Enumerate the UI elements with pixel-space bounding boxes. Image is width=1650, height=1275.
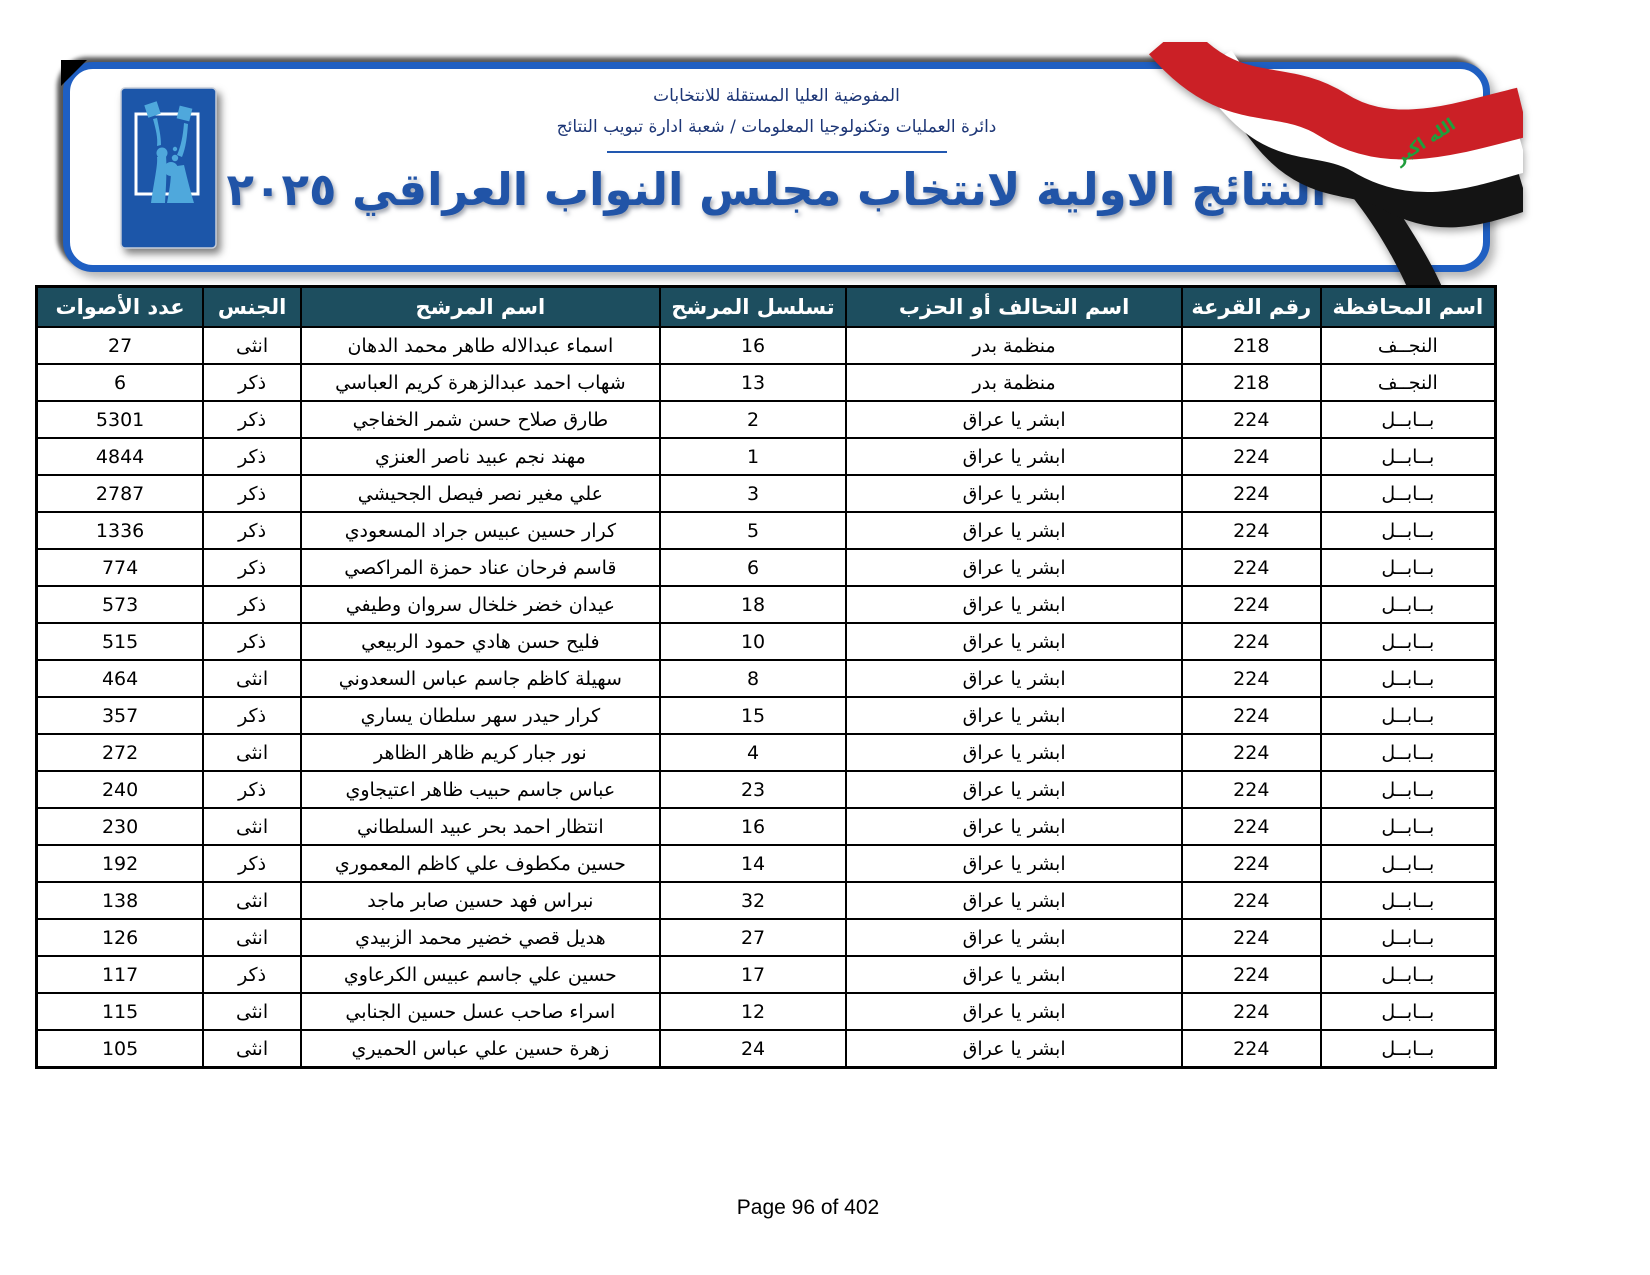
table-cell: 573	[37, 586, 204, 623]
table-cell: هديل قصي خضير محمد الزبيدي	[301, 919, 660, 956]
table-header-row	[37, 287, 1496, 328]
table-cell: ابشر يا عراق	[846, 475, 1182, 512]
table-cell: 18	[660, 586, 847, 623]
table-body	[37, 327, 1496, 1068]
table-row	[37, 586, 1496, 623]
table-cell: علي مغير نصر فيصل الجحيشي	[301, 475, 660, 512]
table-cell: 230	[37, 808, 204, 845]
table-cell: حسين علي جاسم عبيس الكرعاوي	[301, 956, 660, 993]
table-cell: بــابــل	[1321, 808, 1496, 845]
table-cell: بــابــل	[1321, 549, 1496, 586]
table-cell: 224	[1182, 771, 1321, 808]
table-cell: ابشر يا عراق	[846, 660, 1182, 697]
table-cell: 272	[37, 734, 204, 771]
table-cell: 224	[1182, 660, 1321, 697]
table-cell: 224	[1182, 956, 1321, 993]
table-cell: 13	[660, 364, 847, 401]
table-cell: 6	[37, 364, 204, 401]
column-header-4: اسم المرشح	[301, 287, 660, 328]
table-cell: فليح حسن هادي حمود الربيعي	[301, 623, 660, 660]
table-cell: 224	[1182, 882, 1321, 919]
table-cell: بــابــل	[1321, 734, 1496, 771]
table-row	[37, 697, 1496, 734]
table-cell: 224	[1182, 808, 1321, 845]
table-cell: ذكر	[203, 512, 301, 549]
table-cell: بــابــل	[1321, 845, 1496, 882]
table-cell: 12	[660, 993, 847, 1030]
column-header-3: تسلسل المرشح	[660, 287, 847, 328]
table-cell: 224	[1182, 1030, 1321, 1068]
table-cell: ذكر	[203, 845, 301, 882]
table-row	[37, 438, 1496, 475]
table-cell: 14	[660, 845, 847, 882]
table-cell: 224	[1182, 734, 1321, 771]
table-cell: عباس جاسم حبيب ظاهر اعتيجاوي	[301, 771, 660, 808]
table-cell: 16	[660, 808, 847, 845]
table-cell: ابشر يا عراق	[846, 919, 1182, 956]
table-cell: 27	[37, 327, 204, 364]
table-header	[37, 287, 1496, 328]
table-cell: ابشر يا عراق	[846, 845, 1182, 882]
table-cell: 224	[1182, 475, 1321, 512]
table-cell: منظمة بدر	[846, 364, 1182, 401]
table-cell: 224	[1182, 623, 1321, 660]
table-cell: منظمة بدر	[846, 327, 1182, 364]
table-cell: بــابــل	[1321, 697, 1496, 734]
table-row	[37, 364, 1496, 401]
table-cell: 117	[37, 956, 204, 993]
table-cell: 192	[37, 845, 204, 882]
table-cell: النجــف	[1321, 364, 1496, 401]
table-row	[37, 549, 1496, 586]
table-cell: بــابــل	[1321, 623, 1496, 660]
table-cell: بــابــل	[1321, 919, 1496, 956]
table-cell: 240	[37, 771, 204, 808]
table-cell: بــابــل	[1321, 438, 1496, 475]
table-row	[37, 660, 1496, 697]
table-cell: ابشر يا عراق	[846, 771, 1182, 808]
iraq-flag-icon	[1128, 42, 1523, 298]
table-cell: ابشر يا عراق	[846, 512, 1182, 549]
column-header-5: الجنس	[203, 287, 301, 328]
table-cell: 218	[1182, 364, 1321, 401]
table-cell: كرار حسين عبيس جراد المسعودي	[301, 512, 660, 549]
table-cell: 224	[1182, 586, 1321, 623]
table-row	[37, 919, 1496, 956]
table-row	[37, 956, 1496, 993]
table-cell: 115	[37, 993, 204, 1030]
table-cell: 1	[660, 438, 847, 475]
commission-name: المفوضية العليا المستقلة للانتخابات	[653, 86, 900, 106]
table-cell: شهاب احمد عبدالزهرة كريم العباسي	[301, 364, 660, 401]
table-cell: بــابــل	[1321, 401, 1496, 438]
table-cell: بــابــل	[1321, 475, 1496, 512]
table-cell: انتظار احمد بحر عبيد السلطاني	[301, 808, 660, 845]
table-cell: مهند نجم عبيد ناصر العنزي	[301, 438, 660, 475]
table-cell: 2	[660, 401, 847, 438]
table-cell: 24	[660, 1030, 847, 1068]
table-cell: 224	[1182, 919, 1321, 956]
table-cell: ابشر يا عراق	[846, 549, 1182, 586]
department-name: دائرة العمليات وتكنولوجيا المعلومات / شعبة ادارة تبويب النتائج	[556, 117, 997, 138]
table-cell: انثى	[203, 1030, 301, 1068]
table-cell: نور جبار كريم ظاهر الظاهر	[301, 734, 660, 771]
table-cell: 23	[660, 771, 847, 808]
table-cell: 2787	[37, 475, 204, 512]
table-cell: ذكر	[203, 956, 301, 993]
column-header-2: اسم التحالف أو الحزب	[846, 287, 1182, 328]
table-cell: 16	[660, 327, 847, 364]
table-cell: 515	[37, 623, 204, 660]
table-cell: بــابــل	[1321, 660, 1496, 697]
table-cell: ذكر	[203, 697, 301, 734]
table-cell: نبراس فهد حسين صابر ماجد	[301, 882, 660, 919]
table-row	[37, 475, 1496, 512]
table-cell: انثى	[203, 993, 301, 1030]
table-cell: 105	[37, 1030, 204, 1068]
table-cell: ابشر يا عراق	[846, 623, 1182, 660]
table-cell: 8	[660, 660, 847, 697]
page-number: Page 96 of 402	[736, 1196, 880, 1219]
table-cell: 224	[1182, 993, 1321, 1030]
table-cell: 774	[37, 549, 204, 586]
table-cell: طارق صلاح حسن شمر الخفاجي	[301, 401, 660, 438]
table-cell: 27	[660, 919, 847, 956]
table-cell: 4	[660, 734, 847, 771]
table-cell: زهرة حسين علي عباس الحميري	[301, 1030, 660, 1068]
table-cell: ابشر يا عراق	[846, 438, 1182, 475]
flag-emblem-text: الله اكبر	[1391, 114, 1460, 169]
table-cell: ابشر يا عراق	[846, 956, 1182, 993]
table-cell: قاسم فرحان عناد حمزة المراكصي	[301, 549, 660, 586]
table-row	[37, 845, 1496, 882]
table-cell: بــابــل	[1321, 1030, 1496, 1068]
table-cell: كرار حيدر سهر سلطان يساري	[301, 697, 660, 734]
table-cell: سهيلة كاظم جاسم عباس السعدوني	[301, 660, 660, 697]
table-cell: اسراء صاحب عسل حسين الجنابي	[301, 993, 660, 1030]
table-cell: ذكر	[203, 549, 301, 586]
table-cell: 224	[1182, 438, 1321, 475]
table-cell: ابشر يا عراق	[846, 586, 1182, 623]
table-cell: ابشر يا عراق	[846, 993, 1182, 1030]
table-cell: حسين مكطوف علي كاظم المعموري	[301, 845, 660, 882]
table-cell: النجــف	[1321, 327, 1496, 364]
table-cell: ابشر يا عراق	[846, 734, 1182, 771]
table-cell: ذكر	[203, 364, 301, 401]
table-cell: انثى	[203, 327, 301, 364]
table-cell: بــابــل	[1321, 586, 1496, 623]
column-header-0: اسم المحافظة	[1321, 287, 1496, 328]
table-cell: انثى	[203, 882, 301, 919]
table-row	[37, 401, 1496, 438]
column-header-1: رقم القرعة	[1182, 287, 1321, 328]
table-cell: اسماء عبدالاله طاهر محمد الدهان	[301, 327, 660, 364]
table-cell: 224	[1182, 845, 1321, 882]
table-cell: 224	[1182, 549, 1321, 586]
table-cell: 224	[1182, 697, 1321, 734]
table-cell: بــابــل	[1321, 771, 1496, 808]
table-cell: ابشر يا عراق	[846, 1030, 1182, 1068]
table-row	[37, 623, 1496, 660]
table-row	[37, 771, 1496, 808]
title-divider	[607, 151, 947, 153]
table-row	[37, 993, 1496, 1030]
column-header-6: عدد الأصوات	[37, 287, 204, 328]
table-cell: ذكر	[203, 438, 301, 475]
table-row	[37, 734, 1496, 771]
table-cell: 5	[660, 512, 847, 549]
table-cell: 218	[1182, 327, 1321, 364]
table-cell: 15	[660, 697, 847, 734]
table-row	[37, 808, 1496, 845]
table-cell: 6	[660, 549, 847, 586]
table-cell: ذكر	[203, 771, 301, 808]
page-title: النتائج الاولية لانتخاب مجلس النواب العراقي ٢٠٢٥	[226, 162, 1327, 216]
table-cell: ابشر يا عراق	[846, 808, 1182, 845]
table-row	[37, 512, 1496, 549]
table-cell: ابشر يا عراق	[846, 882, 1182, 919]
table-cell: ذكر	[203, 623, 301, 660]
table-row	[37, 882, 1496, 919]
table-cell: 5301	[37, 401, 204, 438]
table-cell: 357	[37, 697, 204, 734]
table-cell: 10	[660, 623, 847, 660]
table-cell: انثى	[203, 660, 301, 697]
table-cell: انثى	[203, 734, 301, 771]
table-cell: ذكر	[203, 586, 301, 623]
table-cell: عيدان خضر خلخال سروان وطيفي	[301, 586, 660, 623]
table-cell: 32	[660, 882, 847, 919]
table-cell: 3	[660, 475, 847, 512]
table-cell: انثى	[203, 808, 301, 845]
table-cell: ابشر يا عراق	[846, 697, 1182, 734]
table-cell: 138	[37, 882, 204, 919]
table-row	[37, 327, 1496, 364]
table-cell: ذكر	[203, 475, 301, 512]
table-cell: 126	[37, 919, 204, 956]
table-cell: انثى	[203, 919, 301, 956]
results-table	[35, 285, 1497, 1069]
table-cell: بــابــل	[1321, 512, 1496, 549]
table-cell: 1336	[37, 512, 204, 549]
table-cell: بــابــل	[1321, 882, 1496, 919]
table-cell: ذكر	[203, 401, 301, 438]
table-cell: 224	[1182, 401, 1321, 438]
table-cell: 464	[37, 660, 204, 697]
table-cell: بــابــل	[1321, 993, 1496, 1030]
table-cell: بــابــل	[1321, 956, 1496, 993]
table-row	[37, 1030, 1496, 1068]
table-cell: 224	[1182, 512, 1321, 549]
table-cell: ابشر يا عراق	[846, 401, 1182, 438]
table-cell: 4844	[37, 438, 204, 475]
table-cell: 17	[660, 956, 847, 993]
